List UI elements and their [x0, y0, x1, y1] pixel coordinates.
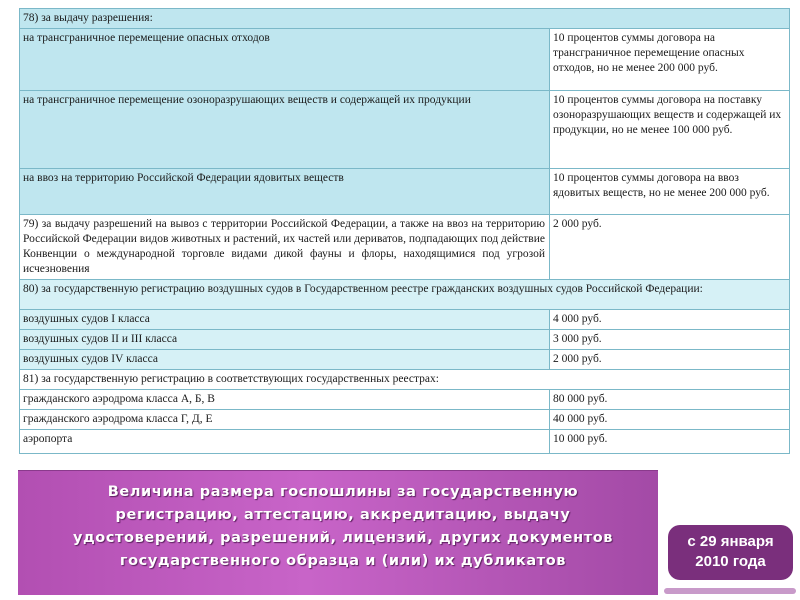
table-row: [20, 350, 790, 370]
fee-amount-cell: 2 000 руб.: [550, 350, 790, 370]
fee-amount-cell: 10 процентов суммы договора на ввоз ядовитых веществ, но не менее 200 000 руб.: [550, 169, 790, 215]
item-description-cell: воздушных судов II и III класса: [20, 330, 550, 350]
date-badge: [668, 525, 793, 580]
fee-amount-cell: 10 процентов суммы договора на поставку озоноразрушающих веществ и содержащей их продукции, но не менее 100 000 руб.: [550, 91, 790, 169]
item-description-cell: гражданского аэродрома класса А, Б, В: [20, 390, 550, 410]
fee-amount-cell: 40 000 руб.: [550, 410, 790, 430]
table-row: [20, 9, 790, 29]
section-header-cell: 78) за выдачу разрешения:: [20, 9, 790, 29]
fee-amount-cell: 80 000 руб.: [550, 390, 790, 410]
banner-title: Величина размера госпошлины за государственную регистрацию, аттестацию, аккредитацию, выдачу удостоверений, разрешений, лицензий, других документов государственного образца и (или) их дубликатов: [72, 484, 614, 569]
fee-amount-cell: 4 000 руб.: [550, 310, 790, 330]
table-row: [20, 410, 790, 430]
fee-table: [19, 8, 790, 454]
item-description-cell: аэропорта: [20, 430, 550, 454]
table-row: [20, 215, 790, 280]
item-description-cell: воздушных судов IV класса: [20, 350, 550, 370]
section-header-cell: 81) за государственную регистрацию в соответствующих государственных реестрах:: [20, 370, 790, 390]
item-description-cell: воздушных судов I класса: [20, 310, 550, 330]
fee-table-body: [20, 9, 790, 454]
fee-amount-cell: 10 000 руб.: [550, 430, 790, 454]
badge-line-1: с 29 января: [687, 533, 774, 550]
section-header-cell: 80) за государственную регистрацию воздушных судов в Государственном реестре гражданских воздушных судов Российской Федерации:: [20, 280, 790, 310]
table-row: [20, 280, 790, 310]
fee-amount-cell: 10 процентов суммы договора на трансграничное перемещение опасных отходов, но не менее 200 000 руб.: [550, 29, 790, 91]
fee-amount-cell: 2 000 руб.: [550, 215, 790, 280]
item-description-cell: на ввоз на территорию Российской Федерации ядовитых веществ: [20, 169, 550, 215]
table-row: [20, 330, 790, 350]
item-description-cell: на трансграничное перемещение опасных отходов: [20, 29, 550, 91]
item-description-cell: на трансграничное перемещение озоноразрушающих веществ и содержащей их продукции: [20, 91, 550, 169]
item-description-cell: гражданского аэродрома класса Г, Д, Е: [20, 410, 550, 430]
table-row: [20, 370, 790, 390]
badge-decoration: [664, 588, 796, 594]
table-row: [20, 390, 790, 410]
table-row: [20, 310, 790, 330]
badge-line-2: 2010 года: [695, 553, 766, 570]
title-banner: [18, 470, 658, 595]
fee-amount-cell: 3 000 руб.: [550, 330, 790, 350]
item-description-cell: 79) за выдачу разрешений на вывоз с территории Российской Федерации, а также на ввоз на территорию Российской Федерации видов животных и растений, их частей или дериватов, подпадающих под действие Конвенции о международной торговле видами дикой фауны и флоры, находящимися под угрозой исчезновения: [20, 215, 550, 280]
table-row: [20, 430, 790, 454]
table-row: [20, 29, 790, 91]
table-row: [20, 169, 790, 215]
table-row: [20, 91, 790, 169]
